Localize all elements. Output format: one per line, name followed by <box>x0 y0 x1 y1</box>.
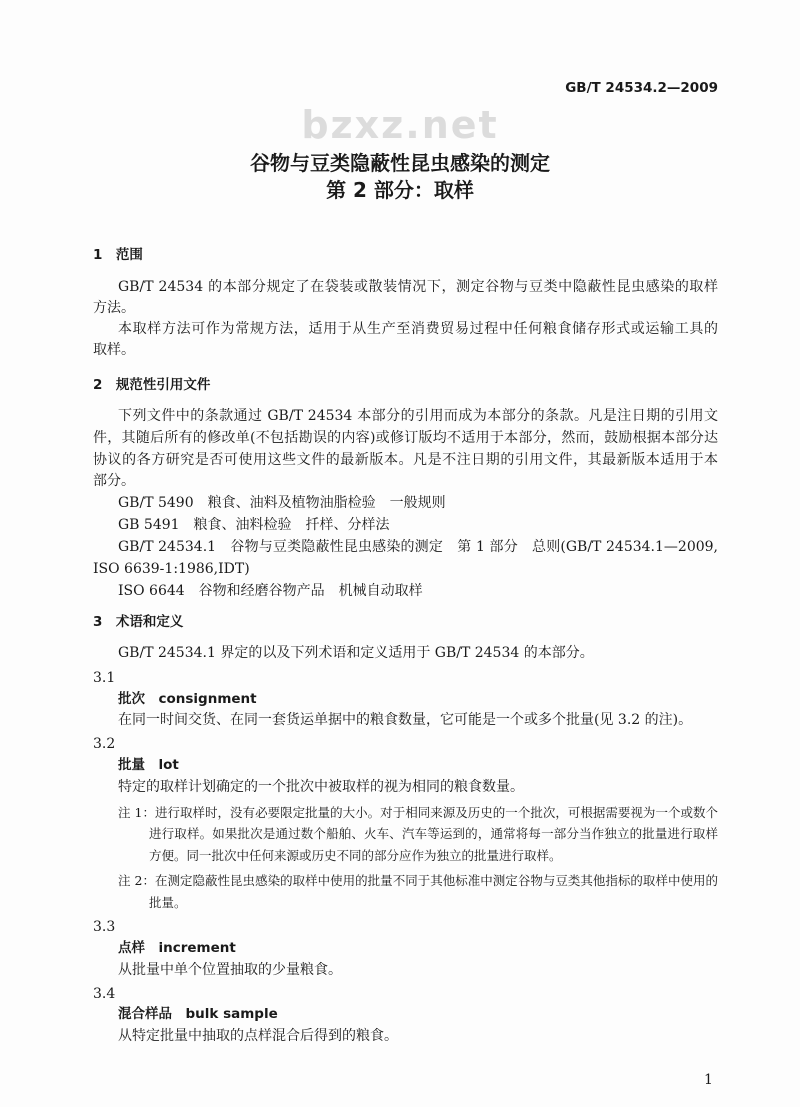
term-name: 混合样品 bulk sample <box>118 1006 278 1022</box>
term-name: 批量 lot <box>118 757 179 773</box>
title-line2: 第 2 部分：取样 <box>326 178 474 202</box>
note-line: 进行取样。如果批次是通过数个船舶、火车、汽车等运到的，通常将每一部分当作独立的批量进行取样 <box>149 826 718 841</box>
section-3-heading: 3 术语和定义 <box>93 614 184 630</box>
reference-item: GB/T 5490 粮食、油料及植物油脂检验 一般规则 <box>118 495 446 511</box>
note-line: 注 1：进行取样时，没有必要限定批量的大小。对于相同来源及历史的一个批次，可根据需要视为一个或数个 <box>118 805 718 820</box>
note-line: 批量。 <box>149 895 187 910</box>
paragraph-line: 方法。 <box>93 300 135 316</box>
term-number: 3.2 <box>93 736 116 752</box>
note-line: 方便。同一批次中任何来源或历史不同的部分应作为独立的批量进行取样。 <box>149 848 562 863</box>
section-1-heading: 1 范围 <box>93 247 143 263</box>
section-2-heading: 2 规范性引用文件 <box>93 377 211 393</box>
page-number: 1 <box>704 1072 713 1088</box>
paragraph-line: 部分。 <box>93 473 135 489</box>
paragraph-line: 协议的各方研究是否可使用这些文件的最新版本。凡是不注日期的引用文件，其最新版本适用于本 <box>93 452 718 468</box>
term-name: 批次 consignment <box>118 691 257 707</box>
term-definition: 在同一时间交货、在同一套货运单据中的粮食数量，它可能是一个或多个批量(见 3.2 的注)。 <box>118 712 693 728</box>
paragraph-line: 下列文件中的条款通过 GB/T 24534 本部分的引用而成为本部分的条款。凡是注日期的引用文 <box>118 408 718 424</box>
reference-item: GB 5491 粮食、油料检验 扦样、分样法 <box>118 517 390 533</box>
note-line: 注 2：在测定隐蔽性昆虫感染的取样中使用的批量不同于其他标准中测定谷物与豆类其他指标的取样中使用的 <box>118 873 718 888</box>
paragraph-line: GB/T 24534 的本部分规定了在袋装或散装情况下，测定谷物与豆类中隐蔽性昆虫感染的取样 <box>118 279 718 295</box>
title-line1: 谷物与豆类隐蔽性昆虫感染的测定 <box>250 151 550 175</box>
paragraph-line: GB/T 24534.1 界定的以及下列术语和定义适用于 GB/T 24534 的本部分。 <box>118 645 594 661</box>
standard-number: GB/T 24534.2—2009 <box>565 80 718 96</box>
paragraph-line: 本取样方法可作为常规方法，适用于从生产至消费贸易过程中任何粮食储存形式或运输工具的 <box>118 321 718 337</box>
term-definition: 从批量中单个位置抽取的少量粮食。 <box>118 962 342 978</box>
reference-item: ISO 6639-1:1986,IDT) <box>93 561 250 577</box>
paragraph-line: 件，其随后所有的修改单(不包括勘误的内容)或修订版均不适用于本部分，然而，鼓励根据本部分达 <box>93 430 718 446</box>
watermark: bzxz.net <box>301 103 499 147</box>
term-definition: 特定的取样计划确定的一个批次中被取样的视为相同的粮食数量。 <box>118 779 524 795</box>
reference-item: GB/T 24534.1 谷物与豆类隐蔽性昆虫感染的测定 第 1 部分 总则(GB/T 24534.1—2009, <box>118 539 718 555</box>
term-number: 3.4 <box>93 986 116 1002</box>
term-number: 3.1 <box>93 670 116 686</box>
term-number: 3.3 <box>93 919 116 935</box>
term-name: 点样 increment <box>118 940 236 956</box>
term-definition: 从特定批量中抽取的点样混合后得到的粮食。 <box>118 1028 398 1044</box>
paragraph-line: 取样。 <box>93 342 135 358</box>
reference-item: ISO 6644 谷物和经磨谷物产品 机械自动取样 <box>118 583 423 599</box>
